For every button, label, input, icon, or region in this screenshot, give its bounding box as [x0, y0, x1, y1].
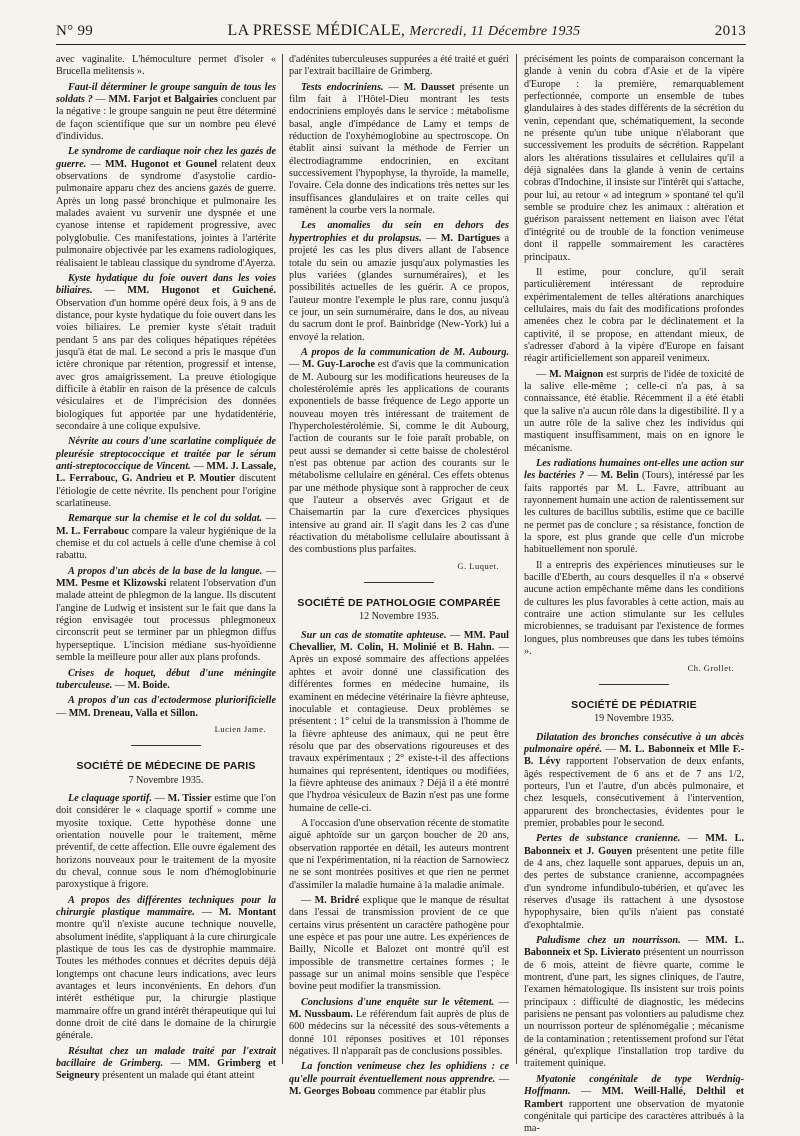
article-entry: A propos d'un cas d'ectodermose pluriorificielle — MM. Dreneau, Valla et Sillon. [56, 695, 276, 719]
article-text: compare la valeur hygiénique de la chemise et du col actuels à celle d'une chemise à col rabattu. [56, 525, 276, 562]
article-text: présentent un malade qui étant atteint [102, 1070, 255, 1082]
article-entry: La fonction venimeuse chez les ophidiens : ce qu'elle pourrait éventuellement nous apprendre. — M. Georges Boboau commence par établir plus [289, 1061, 509, 1098]
article-entry: Crises de hoquet, début d'une méningite tuberculeuse. — M. Boide. [56, 667, 276, 691]
article-title: Le syndrome de cardiaque noir chez les gazés de guerre. [56, 146, 276, 170]
article-authors: MM. J. Lassale, L. Ferrabouc, G. Andrieu et P. Moutier [56, 461, 276, 485]
column-rule [516, 54, 517, 1064]
section-date: 12 Novembre 1935. [359, 611, 439, 623]
article-text: explique que le manque de résultat dans l'essai de transmission provient de ce que certains virus présentent un caractère pathogène pour une espèce et pas pour une autre. Les expériences de Bailly, Nicolle et Balozet ont montré qu'il est impossible de transmettre certaines formes ; le passage sur un animal moins sensible que l'espèce bovine peut modifier la transmission. [289, 895, 510, 993]
article-text: rapportent une observation de myatonie congénitale qui participe des caractères attribués à la ma- [524, 1098, 745, 1135]
article-authors: MM. Paul Chevallier, M. Colin, H. Molinié et B. Hahn. [289, 629, 509, 654]
article-authors: M. Georges Boboau [289, 1086, 376, 1098]
journal-title [228, 22, 581, 40]
issue-date: Mercredi, 11 Décembre 1935 [409, 24, 581, 39]
article-title: Pertes de substance cranienne. [536, 833, 681, 845]
article-authors: MM. Hugonot et Gounel [105, 158, 218, 170]
page-header [56, 22, 746, 42]
article-text: présente un film fait à l'Hôtel-Dieu montrant les tests endocriniens employés dans le service : métabolisme basal, angle d'impédance de Lamy et temps de réduction de l'oxyhémoglobine au spectroscope. On établit ainsi suivant la méthode de Ferrier un électrodiagramme endocrinien, en excitant successivement l'hypophyse, la thyroïde, la mamelle, l'ovaire. Cela donne des indications très nettes sur les insuffisances glandulaires et on traite celles qui ramènent la courbe vers la normale. [289, 81, 509, 217]
article-authors: MM. Grimberg et Seigneury [56, 1058, 276, 1082]
header-rule [56, 44, 746, 45]
article-text: (Tours), intéressé par les faits rapportés par M. L. Favre, attribuant au rayonnement humain une action de ralentissement sur les cultures de bacillus subtilis, estime que ce bacille ne permet pas de conclure ; sa résistance, fonction de la spore, est plus grande que celle d'un microbe habituellement non sporulé. [524, 470, 744, 556]
signature: Lucien Jame. [214, 723, 266, 734]
article-title: Faut-il déterminer le groupe sanguin de tous les soldats ? [56, 81, 276, 106]
article-text: montre qu'il n'existe aucune technique nouvelle, absolument inédite, s'appliquant à la cure chirurgicale plastique de tous les cas de dystrophie mammaire. Toutes les méthodes connues et décrites depuis déjà longtemps ont chacune leurs indications, avec leurs avantages et leurs inconvénients. En dehors d'un intérêt esthétique pur, la chirurgie plastique mammaire offre un grand intérêt thérapeutique qui lui donne droit de cité dans le domaine de la chirurgie générale. [56, 919, 276, 1042]
article-authors: M. Boide. [127, 679, 170, 691]
article-text: relatent deux observations de syndrome d'asystolie cardio-pulmonaire apparu chez des anciens gazés de guerre. Après un long passé bronchique et pulmonaire les malades avaient vu survenir une dyspnée et une cyanose intense et rapidement progressive, avec polyglobulie. Ces manifestations, jointes à l'artérite pulmonaire objectivée par les examens radiologiques, réalisaient le tableau classique du syndrome d'Ayerza. [56, 158, 276, 269]
section-date: 19 Novembre 1935. [594, 713, 674, 725]
article-authors: MM. L. Babonneix et J. Gouyen [524, 833, 744, 857]
article-authors: M. L. Ferrabouc [56, 525, 129, 537]
article-entry: Paludisme chez un nourrisson. — MM. L. Babonneix et Sp. Livierato présentent un nourrisson de 6 mois, atteint de fièvre quarte, comme le montrent, d'une part, les signes cliniques, de l'autre, l'examen hématologique. Ils insistent sur trois points principaux : difficulté de diagnostic, les médecins parisiens ne pensant pas volontiers au paludisme chez un nourrisson porteur de splénomégalie ; mécanisme de la contamination ; retentissement profond sur l'état général, qu'explique l'installation trop tardive du traitement quinique. [524, 935, 745, 1070]
article-authors: M. Dartigues [440, 232, 500, 244]
signature: Ch. Grollet. [687, 662, 734, 673]
article-authors: MM. L. Babonneix et Sp. Livierato [524, 935, 745, 959]
article-text: est surpris de l'idée de toxicité de la salive elle-même ; celle-ci n'a pas, à sa connaissance, été établie. Récemment il a été établi que la salive n'a aucun rôle dans la digestibilité. Il y a un autre rôle de la salive chez les individus qui mastiquent insuffisamment, mais on en ignore le mécanisme. [524, 368, 745, 454]
paragraph: Il estime, pour conclure, qu'il serait particulièrement intéressant de reproduire expérimentalement de telles altérations anarchiques cellulaires, mais du fait des modifications profondes amenées chez le cobra par le déclinatement et la captivité, il se propose, en attendant mieux, de s'adresser d'abord à la vipère d'Europe en faisant réagir artificiellement son appareil venimeux. [524, 266, 744, 365]
article-text: Le référendum fait auprès de plus de 600 médecins sur la nécessité des sous-vêtements a donné 101 réponses positives et 101 réponses négatives. Il n'apparaît pas de conclusions possibles. [289, 1009, 509, 1058]
issue-number: N° 99 [56, 23, 94, 39]
article-title: Les anomalies du sein en dehors des hypertrophies et du prolapsus. [289, 220, 509, 244]
article-text: Observation d'un homme opéré deux fois, à 9 ans de distance, pour kyste hydatique du foie ouvert dans les voies biliaires. Le premier kyste s'était traduit pendant 5 ans par des coliques hépatiques répétées jusqu'à état de mal. Le second a pris le masque d'un ictère chronique par rétention, progressif et intense, avec gros amaigrissement. La preuve étiologique difficile à établir en raison de la présence de calculs vésiculaires et de l'imprécision des données biologiques fut apportée par une hydatidentérie, secondaire à une colique expulsive. [56, 297, 276, 432]
article-text: rapportent l'observation de deux enfants, âgés respectivement de 6 ans et de 7 ans 1/2, porteurs, l'un et l'autre, d'un abcès pulmonaire, et chez lesquels, consécutivement à l'intervention, apparurent des bronchectasies, évidentes pour le premier, probables pour le second. [524, 756, 744, 829]
article-authors: MM. Dreneau, Valla et Sillon. [68, 707, 198, 719]
article-title: Myatonie congénitale de type Werdnig-Hoffmann. [524, 1073, 744, 1098]
paragraph: Il a entrepris des expériences minutieuses sur le bacille d'Eberth, au cours desquelles il n'a « observé aucune action empêchante même dans les conditions de cultures les plus favorables à cette action, mais au contraire une action stimulante sur les cellules microbiennes, se traduisant par l'existence de formes longues, plus nombreuses que dans les tubes témoins ». [524, 559, 744, 658]
article-title: Crises de hoquet, début d'une méningite tuberculeuse. [56, 667, 276, 691]
article-authors: MM. Hugonot et Guichené. [127, 285, 276, 297]
article-title: Sur un cas de stomatite aphteuse. [301, 629, 447, 641]
article-text: a projeté les cas les plus divers allant de l'absence totale du sein ou amazie jusqu'aux polymasties les plus variées (glandes surnuméraires), et les possibilités actuelles de les guérir. A ce propos, l'auteur montre l'exemple le plus rare, connu jusqu'à ce jour, un sein surnuméraire, dans le dos, au niveau du sacrum dont le prof. Bainbridge (New-York) lui a envoyé la relation. [289, 232, 510, 343]
article-entry: Les anomalies du sein en dehors des hypertrophies et du prolapsus. — M. Dartigues a projeté les cas les plus divers allant de l'absence totale du sein ou amazie jusqu'aux polymasties les plus variées (glandes surnuméraires), et les possibilités actuelles de les guérir. A ce propos, l'auteur montre l'exemple le plus rare, connu jusqu'à ce jour, un sein surnuméraire, dans le dos, au niveau du sacrum dont le prof. Bainbridge (New-York) lui a envoyé la relation. [289, 220, 510, 343]
article-text: Après un exposé sommaire des affections appelées aphtes et avoir donné une classification des différentes formes en médecine humaine, ils examinent en médecine vétérinaire la fièvre aphteuse, inoculable et contagieuse. Deux problèmes se présentent : 1° celui de la transmission à l'homme de la fièvre aphteuse des animaux, qui ne peut être résolu que par des observations rigoureuses et des travaux expérimentaux ; 2° existe-t-il des affections humaines qui représentent, identiques ou modifiées, la fièvre aphteuse des animaux ? Déjà il a été montré que l'hydroa vésiculeux de Bazin n'est pas une forme humaine de celle-ci. [289, 654, 509, 814]
article-title: Le claquage sportif. [68, 792, 152, 804]
article-text: est d'avis que la communication de M. Aubourg sur les modifications heureuses de la cholestérolémie après les applications de courants exponentiels de basse fréquence de Lego apporte un nouveau moyen très intéressant de traitement de l'hypercholestérolémie. Si, comme le dit Aubourg, l'action de courants sur le foie paraît probable, on peut aussi se demander si cette baisse de cholestérol n'est pas obtenue par action des courants sur le métabolisme cellulaire en général. Ces effets obtenus par une méthode physique sont à rapprocher de ceux que l'auteur a observés avec Grigaut et de Chaisemartin par la cure d'exercices physiques intensive au grand air. Il s'agit dans les 2 cas d'une réactivation du métabolisme cellulaire aboutissant à des combustions plus parfaites. [289, 359, 509, 556]
article-entry: Sur un cas de stomatite aphteuse. — MM. Paul Chevallier, M. Colin, H. Molinié et B. Hahn. — Après un exposé sommaire des affections appelées aphtes et avoir donné une classification des différentes formes en médecine humaine, ils examinent en médecine vétérinaire la fièvre aphteuse, inoculable et contagieuse. Deux problèmes se présentent : 1° celui de la transmission à l'homme de la fièvre aphteuse des animaux, qui ne peut être résolu que par des observations rigoureuses et des travaux expérimentaux ; 2° existe-t-il des affections humaines qui représentent, identiques ou modifiées, la fièvre aphteuse des animaux ? Déjà il a été montré que l'hydroa vésiculeux de Bazin n'est pas une forme humaine de celle-ci. [289, 629, 509, 814]
article-authors: M. Dausset [403, 81, 455, 93]
article-title: Conclusions d'une enquête sur le vêtement. [301, 996, 495, 1008]
article-entry: Pertes de substance cranienne. — MM. L. Babonneix et J. Gouyen présentent une petite fille de 4 ans, chez laquelle sont apparues, depuis un an, des pertes de substance cranienne, accompagnées d'un syndrome infundibulo-tubérien, et qu'avec les réserves d'usage ils rattachent à une dysostose hypophysaire, bien qu'ils n'aient pas constaté d'exophtalmie. [524, 833, 744, 931]
section-divider [364, 582, 434, 583]
article-authors: M. L. Babonneix et Mlle F.-B. Lévy [524, 743, 744, 768]
article-entry: Remarque sur la chemise et le col du soldat. — M. L. Ferrabouc compare la valeur hygiénique de la chemise et du col actuels à celle d'une chemise à col rabattu. [56, 513, 276, 562]
article-text: discutent l'étiologie de cette névrite. Ils penchent pour l'origine scarlatineuse. [56, 473, 276, 510]
column-rule [282, 54, 283, 1064]
paragraph: d'adénites tuberculeuses suppurées a été traité et guéri par l'extrait bacillaire de Grimberg. [289, 54, 509, 78]
paragraph: précisément les points de comparaison concernant la glande à venin du cobra d'Asie et de la vipère d'Europe : la première, remarquablement perfectionnée, comporte un ensemble de tubes glandulaires à des stades différents de la sécrétion du venin, cependant que, schématiquement, la seconde ne présente qu'un tube unique n'élaborant que successivement les produits de sécrétion. Rappelant alors les altérations tissulaires et cellulaires qu'il a déjà signalées dans la glande à venin de certains cobras d'Indochine, il insiste sur l'intérêt qui s'attache, pour lui, au retour « ad integrum » spontané tel qu'il semble se produire chez les animaux : altération et guérison paraissent nettement en liaison avec l'état d'intégrité ou de trouble de la fonction venimeuse dont il rappelle sommairement les caractères principaux. [524, 54, 744, 263]
article-entry: Faut-il déterminer le groupe sanguin de tous les soldats ? — MM. Farjot et Balgairies concluent par la négative : le groupe sanguin ne peut être déterminé de façon scientifique que sur un nombre peu élevé d'individus. [56, 81, 276, 143]
article-entry: Tests endocriniens. — M. Dausset présente un film fait à l'Hôtel-Dieu montrant les tests endocriniens employés dans le service : métabolisme basal, angle d'impédance de Lamy et temps de réduction de l'oxyhémoglobine au spectroscope. On établit ainsi suivant la méthode de Ferrier un électrodiagramme endocrinien, en excitant successivement l'hypophyse, la thyroïde, la mamelle, l'ovaire. Cela donne des indications très nettes sur les insuffisances glandulaires et on traite celles qui ramènent la courbe vers la normale. [289, 81, 509, 217]
article-entry: Le syndrome de cardiaque noir chez les gazés de guerre. — MM. Hugonot et Gounel relatent deux observations de syndrome d'asystolie cardio-pulmonaire apparu chez des anciens gazés de guerre. Après un long passé bronchique et pulmonaire les malades avaient vu survenir une dyspnée et une cyanose intense et rapidement progressive, avec polyglobulie. Ces manifestations, jointes à l'artérite pulmonaire objectivée par les examens radiologiques, réalisaient le tableau classique du syndrome d'Ayerza. [56, 146, 276, 269]
article-title: A propos de la communication de M. Aubourg. [301, 346, 509, 358]
article-authors: MM. Weill-Hallé, Delthil et Rambert [524, 1086, 744, 1110]
article-entry: Kyste hydatique du foie ouvert dans les voies biliaires. — MM. Hugonot et Guichené. Observation d'un homme opéré deux fois, à 9 ans de distance, pour kyste hydatique du foie ouvert dans les voies biliaires. Le premier kyste s'était traduit pendant 5 ans par des coliques hépatiques répétées jusqu'à état de mal. Le second a pris le masque d'un ictère chronique par rétention, progressif et intense, avec gros amaigrissement. La preuve étiologique difficile à établir en raison de la présence de calculs vésiculaires et de l'imprécision des données biologiques fut apportée par une hydatidentérie, secondaire à une colique expulsive. [56, 272, 276, 432]
section-heading: SOCIÉTÉ DE PATHOLOGIE COMPARÉE [297, 597, 501, 610]
article-entry: A propos d'un abcès de la base de la langue. — MM. Pesme et Klizowski relatent l'observation d'un malade atteint de phlegmon de la langue. Ils discutent l'angine de Ludwig et insistent sur le fait que dans la région envisagée tout processus phlegmoneux circonscrit peut se terminer par un phlegmon diffus hyperseptique. L'incision médiane sus-hyoïdienne semble la meilleure pour aller aux plans profonds. [56, 565, 277, 664]
article-text: présentent une petite fille de 4 ans, chez laquelle sont apparues, depuis un an, des pertes de substance cranienne, accompagnées d'un syndrome infundibulo-tubérien, et qu'avec les réserves d'usage ils rattachent à une dysostose hypophysaire, bien qu'ils n'aient pas constaté d'exophtalmie. [524, 845, 744, 931]
article-title: A propos d'un cas d'ectodermose pluriorificielle [68, 695, 276, 707]
article-title: Kyste hydatique du foie ouvert dans les voies biliaires. [56, 272, 276, 297]
article-text: estime que l'on doit considérer le « claquage sportif » comme une myosite toxique. Cette hypothèse donne une orientation nouvelle pour le traitement, même préventif, de cette affection. Elle ouvre également des horizons nouveaux pour le traitement de la myosite du cheval, connue sous le nom d'hémoglobinurie paroxystique à frigore. [56, 792, 277, 891]
journal-name: LA PRESSE MÉDICALE, [227, 22, 406, 39]
article-entry: Le claquage sportif. — M. Tissier estime que l'on doit considérer le « claquage sportif » comme une myosite toxique. Cette hypothèse donne une orientation nouvelle pour le traitement, même préventif, de cette affection. Elle ouvre également des horizons nouveaux pour le traitement de la myosite du cheval, connue sous le nom d'hémoglobinurie paroxystique à frigore. [56, 792, 277, 891]
article-entry: Les radiations humaines ont-elles une action sur les bactéries ? — M. Belin (Tours), intéressé par les faits rapportés par M. L. Favre, attribuant au rayonnement humain une action de ralentissement sur les cultures de bacillus subtilis, estime que ce bacille ne permet pas de conclure ; sa résistance, fonction de la spore, est plus grande que celle d'un microbe habituellement non sporulé. [524, 458, 744, 556]
article-authors: M. Maignon [549, 368, 604, 380]
article-entry: Conclusions d'une enquête sur le vêtement. — M. Nussbaum. Le référendum fait auprès de plus de 600 médecins sur la nécessité des sous-vêtements a donné 101 réponses positives et 101 réponses négatives. Il n'apparaît pas de conclusions possibles. [289, 996, 509, 1058]
column-right [524, 54, 745, 1135]
article-title: Remarque sur la chemise et le col du soldat. [68, 513, 263, 525]
article-entry: Dilatation des bronches consécutive à un abcès pulmonaire opéré. — M. L. Babonneix et Mlle F.-B. Lévy rapportent l'observation de deux enfants, âgés respectivement de 6 ans et de 7 ans 1/2, porteurs, l'un et l'autre, d'un abcès pulmonaire, et chez lesquels, consécutivement à l'intervention, apparurent des bronchectasies, évidentes pour le premier, probables pour le second. [524, 731, 744, 829]
article-title: Les radiations humaines ont-elles une action sur les bactéries ? [524, 458, 744, 482]
article-title: Dilatation des bronches consécutive à un abcès pulmonaire opéré. [524, 731, 744, 755]
article-authors: M. Guy-Laroche [301, 359, 376, 371]
column-middle [289, 54, 510, 1098]
column-left [56, 54, 277, 1082]
section-heading: SOCIÉTÉ DE MÉDECINE DE PARIS [76, 760, 256, 773]
paragraph: A l'occasion d'une observation récente de stomatite aiguë aphtoïde sur un garçon boucher de 20 ans, observation rapportée en détail, les auteurs montrent que ni l'expérimentation, ni la réaction de Sarnowiecz ne se sont montrées positives et que rien ne permet d'assimiler la maladie humaine à la maladie animale. [289, 817, 509, 891]
article-authors: MM. Farjot et Balgairies [108, 94, 218, 106]
article-text: commence par établir plus [377, 1086, 486, 1098]
section-divider [599, 684, 669, 685]
page-number: 2013 [714, 23, 746, 39]
article-text: présentent un nourrisson de 6 mois, atteint de fièvre quarte, comme le montrent, d'une part, les signes cliniques, de l'autre, l'examen hématologique. Ils insistent sur trois points principaux : difficulté de diagnostic, les médecins parisiens ne pensant pas volontiers au paludisme chez un nourrisson porteur de splénomégalie ; mécanisme de la contamination ; retentissement profond sur l'état général, qu'explique l'installation trop tardive du traitement quinique. [524, 947, 744, 1070]
article-text: relatent l'observation d'un malade atteint de phlegmon de la langue. Ils discutent l'angine de Ludwig et insistent sur le fait que dans la région envisagée tout processus phlegmoneux circonscrit peut se terminer par un phlegmon diffus hyperseptique. L'incision médiane sus-hyoïdienne semble la meilleure pour aller aux plans profonds. [56, 578, 277, 664]
section-date: 7 Novembre 1935. [128, 774, 204, 786]
article-entry: Névrite au cours d'une scarlatine compliquée de pleurésie streptococcique et traitée par le sérum anti-streptococcique de Vincent. — MM. J. Lassale, L. Ferrabouc, G. Andrieu et P. Moutier discutent l'étiologie de cette névrite. Ils penchent pour l'origine scarlatineuse. [56, 436, 276, 510]
article-title: Tests endocriniens. [301, 81, 384, 93]
article-title: Névrite au cours d'une scarlatine compliquée de pleurésie streptococcique et traitée par le sérum anti-streptococcique de Vincent. [56, 436, 276, 472]
article-authors: MM. Pesme et Klizowski [56, 578, 167, 590]
article-title: A propos des différentes techniques pour la chirurgie plastique mammaire. [56, 894, 276, 918]
article-title: A propos d'un abcès de la base de la langue. [68, 565, 263, 577]
article-authors: M. Montant [218, 907, 277, 918]
article-title: Résultat chez un malade traité par l'extrait bacillaire de Grimberg. [56, 1045, 276, 1070]
article-entry: Résultat chez un malade traité par l'extrait bacillaire de Grimberg. — MM. Grimberg et Seigneury présentent un malade qui étant atteint [56, 1045, 276, 1082]
article-entry: A propos de la communication de M. Aubourg. — M. Guy-Laroche est d'avis que la communication de M. Aubourg sur les modifications heureuses de la cholestérolémie après les applications de courants exponentiels de basse fréquence de Lego apporte un nouveau moyen très intéressant de traitement de l'hypercholestérolémie. Si, comme le dit Aubourg, l'action de courants sur le foie paraît probable, on peut aussi se demander si cette baisse de cholestérol n'est pas obtenue par action des courants sur le métabolisme cellulaire en général. Ces effets obtenus par une méthode physique sont à rapprocher de ceux que l'auteur a observés avec Grigaut et de Chaisemartin par la cure d'exercices physiques intensive au grand air. Il s'agit dans les 2 cas d'une réactivation du métabolisme cellulaire aboutissant à des combustions plus parfaites. [289, 346, 509, 556]
section-heading: SOCIÉTÉ DE PÉDIATRIE [571, 698, 697, 711]
article-title: La fonction venimeuse chez les ophidiens : ce qu'elle pourrait éventuellement nous apprendre. [289, 1061, 509, 1085]
paragraph: avec vaginalite. L'hémoculture permet d'isoler « Brucella melitensis ». [56, 54, 276, 78]
article-entry: Myatonie congénitale de type Werdnig-Hoffmann. — MM. Weill-Hallé, Delthil et Rambert rapportent une observation de myatonie congénitale qui participe des caractères attribués à la ma- [524, 1073, 745, 1135]
article-entry: A propos des différentes techniques pour la chirurgie plastique mammaire. — M. Montant montre qu'il n'existe aucune technique nouvelle, absolument inédite, s'appliquant à la cure chirurgicale plastique de tous les cas de dystrophie mammaire. Toutes les méthodes connues et décrites depuis déjà longtemps ont chacune leurs indications, avec leurs avantages et leurs inconvénients. En dehors d'un intérêt esthétique pur, la chirurgie plastique mammaire offre un grand intérêt thérapeutique qui lui donne droit de cité dans le domaine de la chirurgie générale. [56, 894, 277, 1042]
article-authors: M. Nussbaum. [289, 1009, 353, 1021]
article-authors: M. Tissier [167, 792, 212, 804]
article-authors: M. Belin [600, 470, 639, 482]
article-title: Paludisme chez un nourrisson. [536, 935, 681, 947]
article-text: concluent par la négative : le groupe sanguin ne peut être déterminé de façon scientifique que sur un nombre peu élevé d'individus. [56, 94, 276, 143]
article-entry: — M. Maignon est surpris de l'idée de toxicité de la salive elle-même ; celle-ci n'a pas, à sa connaissance, été établie. Récemment il a été établi que la salive n'a aucun rôle dans la digestibilité. Il y a un autre rôle de la salive chez les individus qui mastiquent insuffisamment, mais on en ignore le mécanisme. [524, 368, 745, 454]
section-divider [131, 745, 201, 746]
signature: G. Luquet. [457, 560, 499, 571]
article-entry: — M. Bridré explique que le manque de résultat dans l'essai de transmission provient de ce que certains virus présentent un caractère pathogène pour une espèce et pas pour une autre. Les expériences de Bailly, Nicolle et Balozet ont montré qu'il est impossible de transmettre certaines formes ; le passage sur un animal moins sensible que l'espèce bovine peut modifier la transmission. [289, 895, 510, 993]
article-authors: M. Bridré [314, 895, 360, 906]
